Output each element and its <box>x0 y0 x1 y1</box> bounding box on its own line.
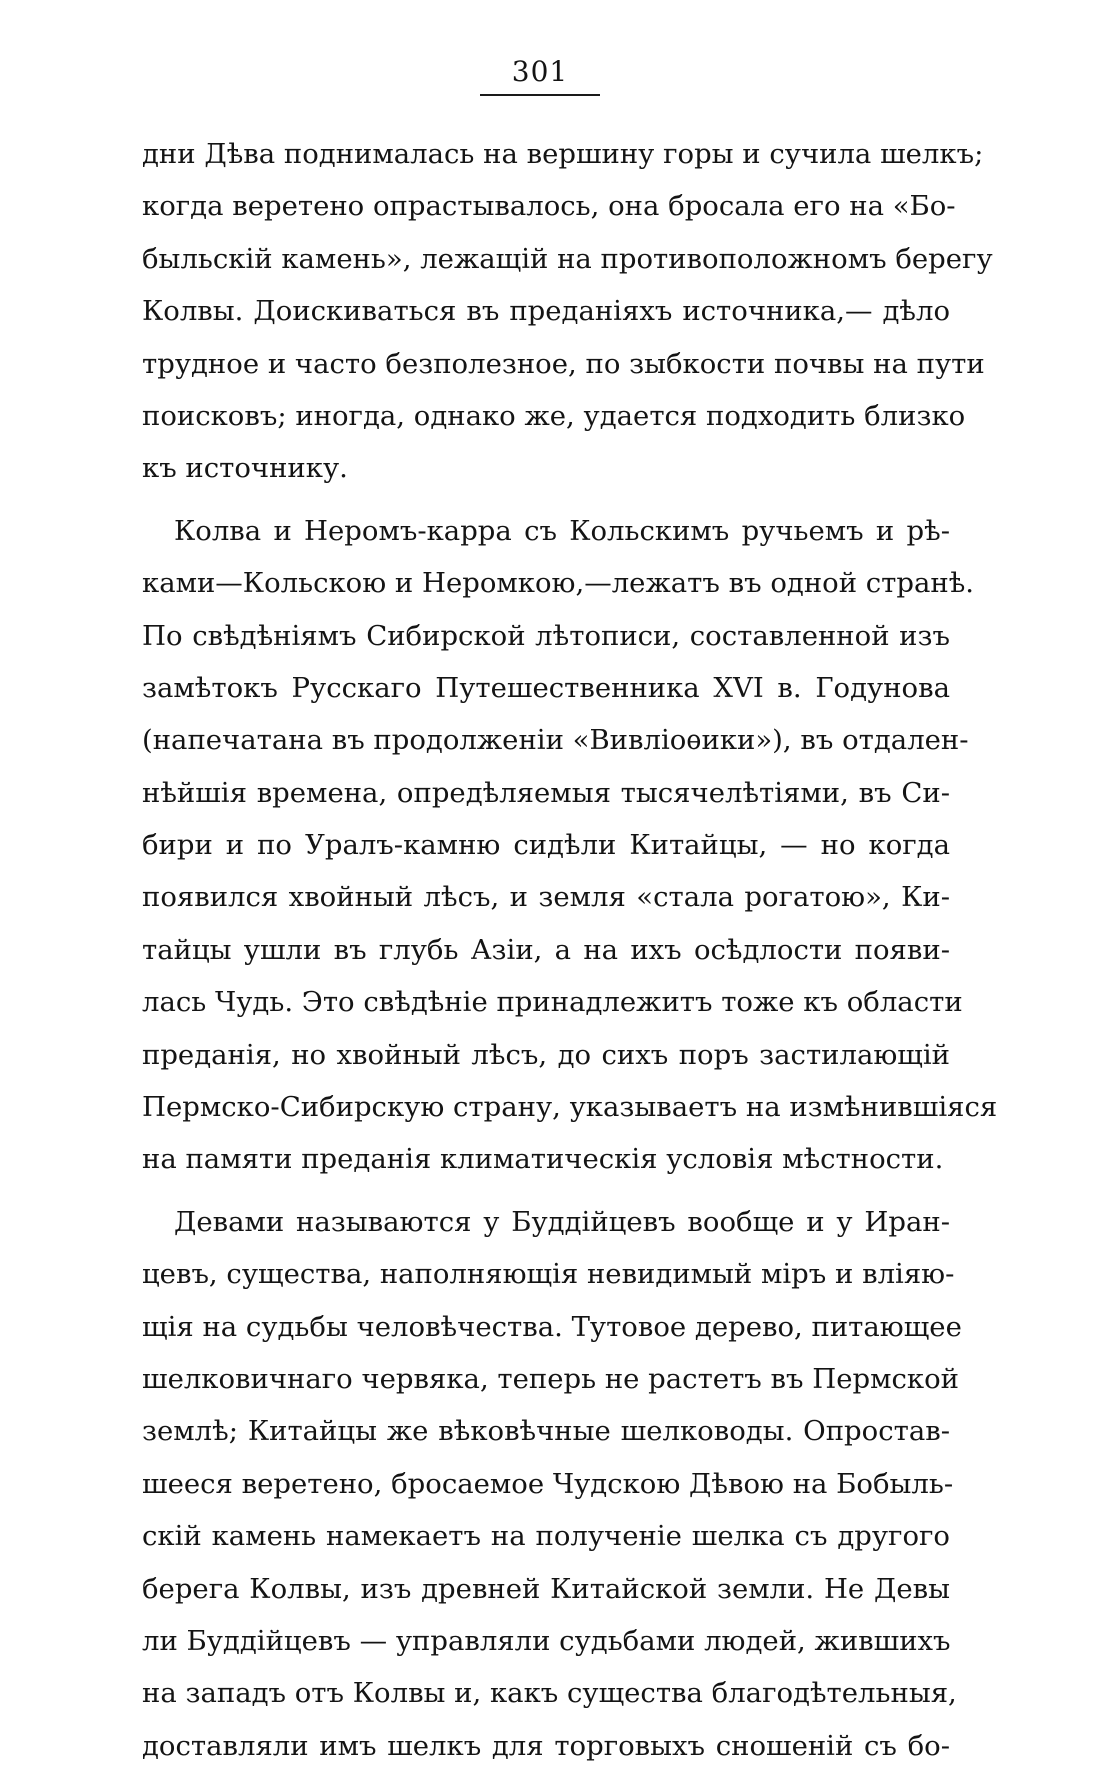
body-text <box>142 128 998 1772</box>
text-line: Колва и Неромъ-карра съ Кольскимъ ручьемъ и рѣ- <box>174 514 950 547</box>
text-line: щія на судьбы человѣчества. Тутовое дерево, питающее <box>142 1310 962 1343</box>
text-line: По свѣдѣніямъ Сибирской лѣтописи, составленной изъ <box>142 619 950 652</box>
page-number-rule <box>480 94 600 96</box>
paragraph <box>142 505 998 1186</box>
text-line: лась Чудь. Это свѣдѣніе принадлежитъ тоже къ области <box>142 986 963 1019</box>
text-line: Девами называются у Буддійцевъ вообще и у Иран- <box>174 1205 950 1238</box>
text-line: преданія, но хвойный лѣсъ, до сихъ поръ застилающій <box>142 1038 950 1071</box>
text-line: поисковъ; иногда, однако же, удается подходить близко <box>142 399 966 432</box>
text-line: замѣтокъ Русскаго Путешественника XVI в. Годунова <box>142 671 950 704</box>
paragraph <box>142 1196 962 1772</box>
text-line: цевъ, существа, наполняющія невидимый міръ и вліяю- <box>142 1258 955 1291</box>
paragraph-gap <box>142 1186 950 1196</box>
text-line: появился хвойный лѣсъ, и земля «стала рогатою», Ки- <box>142 881 950 914</box>
text-line: быльскій камень», лежащій на противоположномъ берегу <box>142 242 993 275</box>
text-line: бири и по Уралъ-камню сидѣли Китайцы, — но когда <box>142 829 950 862</box>
text-line: трудное и часто безполезное, по зыбкости почвы на пути <box>142 347 985 380</box>
text-line: на памяти преданія климатическія условія мѣстности. <box>142 1143 944 1176</box>
text-line: ли Буддійцевъ — управляли судьбами людей, жившихъ <box>142 1624 951 1657</box>
page-number: 301 <box>511 55 569 88</box>
paragraph-gap <box>142 495 950 505</box>
text-line: скій камень намекаетъ на полученіе шелка съ другого <box>142 1520 950 1553</box>
text-line: на западъ отъ Колвы и, какъ существа благодѣтельныя, <box>142 1677 957 1710</box>
text-line: Колвы. Доискиваться въ преданіяхъ источника,— дѣло <box>142 295 950 328</box>
text-line: ками—Кольскою и Неромкою,—лежатъ въ одной странѣ. <box>142 567 975 600</box>
text-line: тайцы ушли въ глубь Азіи, а на ихъ осѣдлости появи- <box>142 933 950 966</box>
text-line: (напечатана въ продолженіи «Вивліоѳики»), въ отдален- <box>142 724 969 757</box>
text-line: землѣ; Китайцы же вѣковѣчные шелководы. Опростав- <box>142 1415 950 1448</box>
text-line: шееся веретено, бросаемое Чудскою Дѣвою на Бобыль- <box>142 1467 954 1500</box>
text-line: Пермско-Сибирскую страну, указываетъ на измѣнившіяся <box>142 1091 998 1124</box>
text-line: шелковичнаго червяка, теперь не растетъ въ Пермской <box>142 1362 959 1395</box>
text-line: нѣйшія времена, опредѣляемыя тысячелѣтіями, въ Си- <box>142 776 950 809</box>
text-line: берега Колвы, изъ древней Китайской земли. Не Девы <box>142 1572 950 1605</box>
text-line: доставляли имъ шелкъ для торговыхъ сношеній съ бо- <box>142 1729 950 1762</box>
text-line: дни Дѣва поднималась на вершину горы и сучила шелкъ; <box>142 138 984 170</box>
text-line: къ источнику. <box>142 452 348 485</box>
text-line: когда веретено опрастывалось, она бросала его на «Бо- <box>142 190 956 223</box>
paragraph <box>142 128 993 495</box>
